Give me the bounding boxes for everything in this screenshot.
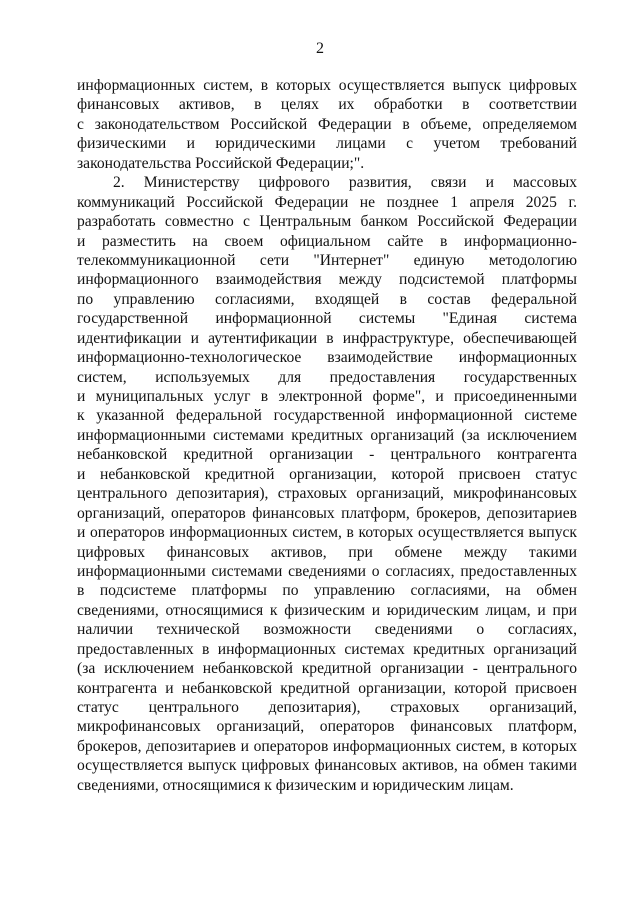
text-line: информационными системами кредитных организаций (за исключением [77, 426, 577, 444]
paragraph-continuation [77, 76, 577, 173]
text-line: предоставленных в информационных системах кредитных организаций [77, 640, 577, 658]
text-line: информационно-технологическое взаимодействие информационных [77, 349, 577, 367]
text-line: систем, используемых для предоставления государственных [77, 368, 577, 386]
text-line: наличии технической возможности сведениями о согласиях, [77, 621, 577, 639]
paragraph-item-2 [77, 173, 577, 795]
text-line: информационными системами сведениями о согласиях, предоставленных [77, 562, 577, 580]
text-line: микрофинансовых организаций, операторов финансовых платформ, [77, 718, 577, 736]
text-line: финансовых активов, в целях их обработки в соответствии [77, 96, 577, 114]
document-body [77, 76, 577, 795]
text-line: идентификации и аутентификации в инфраструктуре, обеспечивающей [77, 329, 577, 347]
text-line: разработать совместно с Центральным банком Российской Федерации [77, 213, 577, 231]
text-line: организаций, операторов финансовых платформ, брокеров, депозитариев [77, 504, 577, 522]
text-line: информационного взаимодействия между подсистемой платформы [77, 271, 577, 289]
text-line: по управлению согласиями, входящей в состав федеральной [77, 290, 577, 308]
text-line: (за исключением небанковской кредитной организации - центрального [77, 660, 577, 678]
text-line: и операторов информационных систем, в которых осуществляется выпуск [77, 524, 577, 542]
text-line: телекоммуникационной сети "Интернет" единую методологию [77, 251, 577, 269]
text-line: и небанковской кредитной организации, которой присвоен статус [77, 465, 577, 483]
text-line: статус центрального депозитария), страховых организаций, [77, 699, 577, 716]
text-line: физическими и юридическими лицами с учетом требований [77, 135, 577, 153]
text-line: с законодательством Российской Федерации в объеме, определяемом [77, 115, 577, 133]
text-line: и разместить на своем официальном сайте в информационно- [77, 232, 577, 250]
text-line: небанковской кредитной организации - центрального контрагента [77, 446, 577, 464]
text-line: государственной информационной системы "Единая система [77, 310, 577, 328]
page-number: 2 [316, 40, 324, 57]
text-line: центрального депозитария), страховых организаций, микрофинансовых [77, 485, 577, 503]
text-line: брокеров, депозитариев и операторов информационных систем, в которых [77, 737, 577, 755]
text-line: и муниципальных услуг в электронной форме", и присоединенными [77, 388, 577, 405]
text-line: к указанной федеральной государственной информационной системе [77, 407, 577, 425]
text-line: информационных систем, в которых осуществляется выпуск цифровых [77, 77, 577, 94]
text-line: цифровых финансовых активов, при обмене между такими [77, 543, 577, 561]
text-line: 2. Министерству цифрового развития, связи и массовых [113, 174, 577, 192]
text-line: сведениями, относящимися к физическим и юридическим лицам, и при [77, 601, 577, 619]
text-line: законодательства Российской Федерации;". [77, 154, 365, 172]
text-line: коммуникаций Российской Федерации не позднее 1 апреля 2025 г. [77, 193, 577, 211]
text-line: сведениями, относящимися к физическим и юридическим лицам. [77, 776, 514, 794]
text-line: в подсистеме платформы по управлению согласиями, на обмен [77, 582, 577, 600]
text-line: осуществляется выпуск цифровых финансовых активов, на обмен такими [77, 757, 577, 775]
text-line: контрагента и небанковской кредитной организации, которой присвоен [77, 679, 577, 697]
